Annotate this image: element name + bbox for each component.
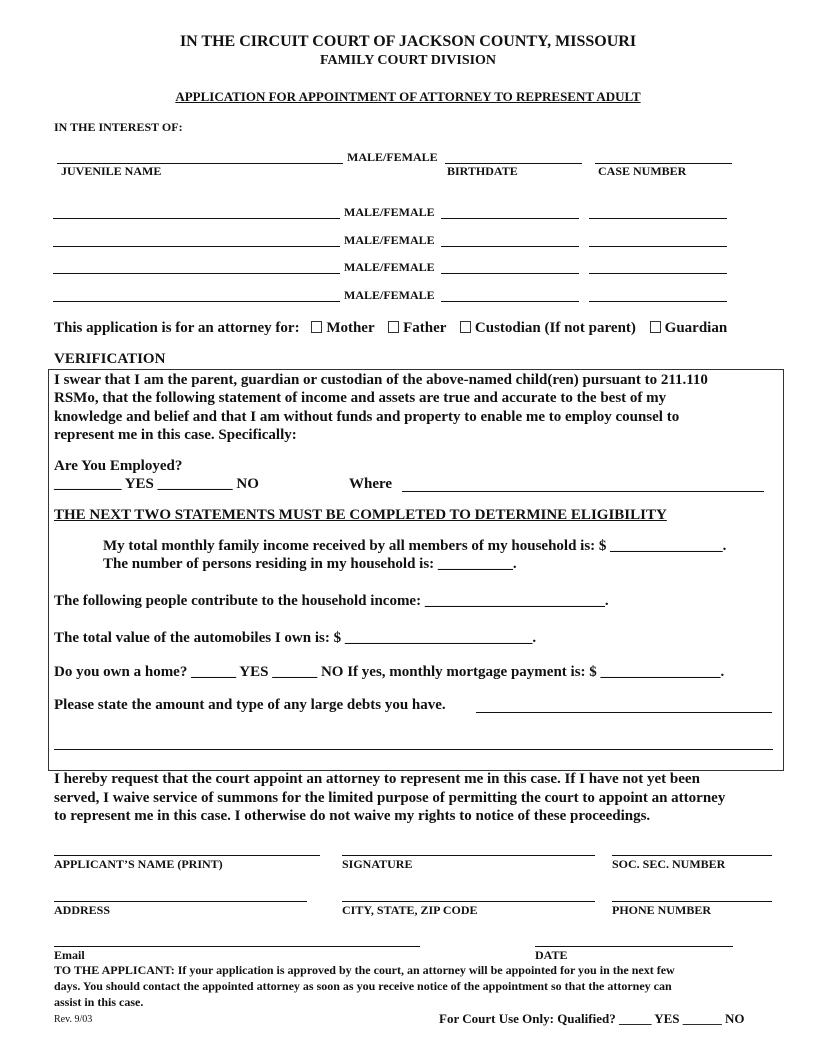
request-line-1: I hereby request that the court appoint an attorney to represent me in this case. If I have not yet been — [54, 771, 700, 787]
email-field[interactable] — [54, 946, 420, 947]
phone-label: PHONE NUMBER — [612, 903, 711, 917]
revision-label: Rev. 9/03 — [54, 1014, 93, 1025]
juvenile-name-field[interactable] — [53, 218, 340, 219]
request-line-2: served, I waive service of summons for the limited purpose of permitting the court to appoint an attorney — [54, 790, 726, 806]
guardian-checkbox[interactable] — [650, 321, 661, 333]
juvenile-name-field[interactable] — [53, 301, 340, 302]
ssn-label: SOC. SEC. NUMBER — [612, 857, 726, 871]
city-label: CITY, STATE, ZIP CODE — [342, 903, 478, 917]
signature-label: SIGNATURE — [342, 857, 413, 871]
ssn-field[interactable] — [612, 855, 772, 856]
custodian-checkbox[interactable] — [460, 321, 471, 333]
applicant-name-label: APPLICANT’S NAME (PRINT) — [54, 857, 223, 871]
phone-field[interactable] — [612, 901, 772, 902]
juvenile-name-field[interactable] — [53, 246, 340, 247]
request-line-3: to represent me in this case. I otherwise do not waive my rights to notice of these proceedings. — [54, 808, 651, 824]
juvenile-name-label: JUVENILE NAME — [61, 164, 162, 178]
debts-field-2[interactable] — [54, 749, 773, 750]
notice-line-2: days. You should contact the appointed attorney as soon as you receive notice of the appointment so that the attorney can — [54, 979, 672, 993]
where-field[interactable] — [402, 491, 764, 492]
oath-line-1: I swear that I am the parent, guardian or custodian of the above-named child(ren) pursuant to 211.110 — [54, 372, 708, 388]
guardian-label: Guardian — [664, 320, 728, 336]
case-number-field[interactable] — [589, 218, 727, 219]
contributors-line[interactable]: The following people contribute to the household income: ________________________. — [54, 593, 609, 609]
date-label: DATE — [535, 948, 568, 962]
applicant-name-field[interactable] — [54, 855, 320, 856]
division-title: FAMILY COURT DIVISION — [319, 53, 497, 68]
oath-line-4: represent me in this case. Specifically: — [54, 427, 297, 443]
father-label: Father — [403, 320, 447, 336]
oath-line-2: RSMo, that the following statement of income and assets are true and accurate to the best of my — [54, 390, 667, 406]
birthdate-field[interactable] — [441, 273, 579, 274]
debts-label: Please state the amount and type of any large debts you have. — [54, 697, 446, 713]
case-number-label: CASE NUMBER — [598, 164, 687, 178]
mother-checkbox[interactable] — [311, 321, 322, 333]
case-number-field[interactable] — [589, 273, 727, 274]
employed-question: Are You Employed? — [54, 458, 183, 474]
city-field[interactable] — [342, 901, 595, 902]
custodian-label: Custodian (If not parent) — [474, 320, 636, 336]
employed-yes-no[interactable]: _________ YES __________ NO — [54, 476, 259, 492]
male-female-label: MALE/FEMALE — [344, 205, 435, 219]
notice-line-3: assist in this case. — [54, 995, 144, 1009]
attorney-for-row — [54, 320, 727, 337]
juvenile-name-field[interactable] — [53, 273, 340, 274]
case-number-field[interactable] — [589, 246, 727, 247]
form-title: APPLICATION FOR APPOINTMENT OF ATTORNEY TO REPRESENT ADULT — [175, 89, 641, 104]
mother-label: Mother — [326, 320, 375, 336]
case-number-field[interactable] — [589, 301, 727, 302]
address-label: ADDRESS — [54, 903, 111, 917]
interest-label: IN THE INTEREST OF: — [54, 120, 183, 134]
persons-line[interactable]: The number of persons residing in my household is: __________. — [103, 556, 517, 572]
debts-field[interactable] — [476, 712, 772, 713]
birthdate-field[interactable] — [441, 218, 579, 219]
email-label: Email — [54, 948, 85, 962]
home-line[interactable]: Do you own a home? ______ YES ______ NO If yes, monthly mortgage payment is: $ ________________. — [54, 664, 725, 680]
birthdate-field[interactable] — [441, 301, 579, 302]
male-female-label: MALE/FEMALE — [347, 150, 438, 164]
attorney-for-prefix: This application is for an attorney for: — [54, 320, 300, 336]
oath-line-3: knowledge and belief and that I am without funds and property to enable me to employ counsel to — [54, 409, 680, 425]
verification-heading: VERIFICATION — [54, 351, 166, 367]
eligibility-heading: THE NEXT TWO STATEMENTS MUST BE COMPLETED TO DETERMINE ELIGIBILITY — [54, 507, 667, 523]
signature-field[interactable] — [342, 855, 595, 856]
male-female-label: MALE/FEMALE — [344, 288, 435, 302]
court-use-line: For Court Use Only: Qualified? _____ YES ______ NO — [439, 1011, 745, 1026]
date-field[interactable] — [535, 946, 733, 947]
address-field[interactable] — [54, 901, 307, 902]
notice-line-1: TO THE APPLICANT: If your application is approved by the court, an attorney will be appointed for you in the next few — [54, 963, 675, 977]
birthdate-field[interactable] — [441, 246, 579, 247]
where-label: Where — [349, 476, 393, 492]
automobiles-line[interactable]: The total value of the automobiles I own is: $ _________________________. — [54, 630, 537, 646]
male-female-label: MALE/FEMALE — [344, 260, 435, 274]
income-line[interactable]: My total monthly family income received by all members of my household is: $ _______________. — [103, 538, 727, 554]
court-title: IN THE CIRCUIT COURT OF JACKSON COUNTY, MISSOURI — [179, 33, 637, 50]
birthdate-label: BIRTHDATE — [447, 164, 518, 178]
father-checkbox[interactable] — [388, 321, 399, 333]
male-female-label: MALE/FEMALE — [344, 233, 435, 247]
